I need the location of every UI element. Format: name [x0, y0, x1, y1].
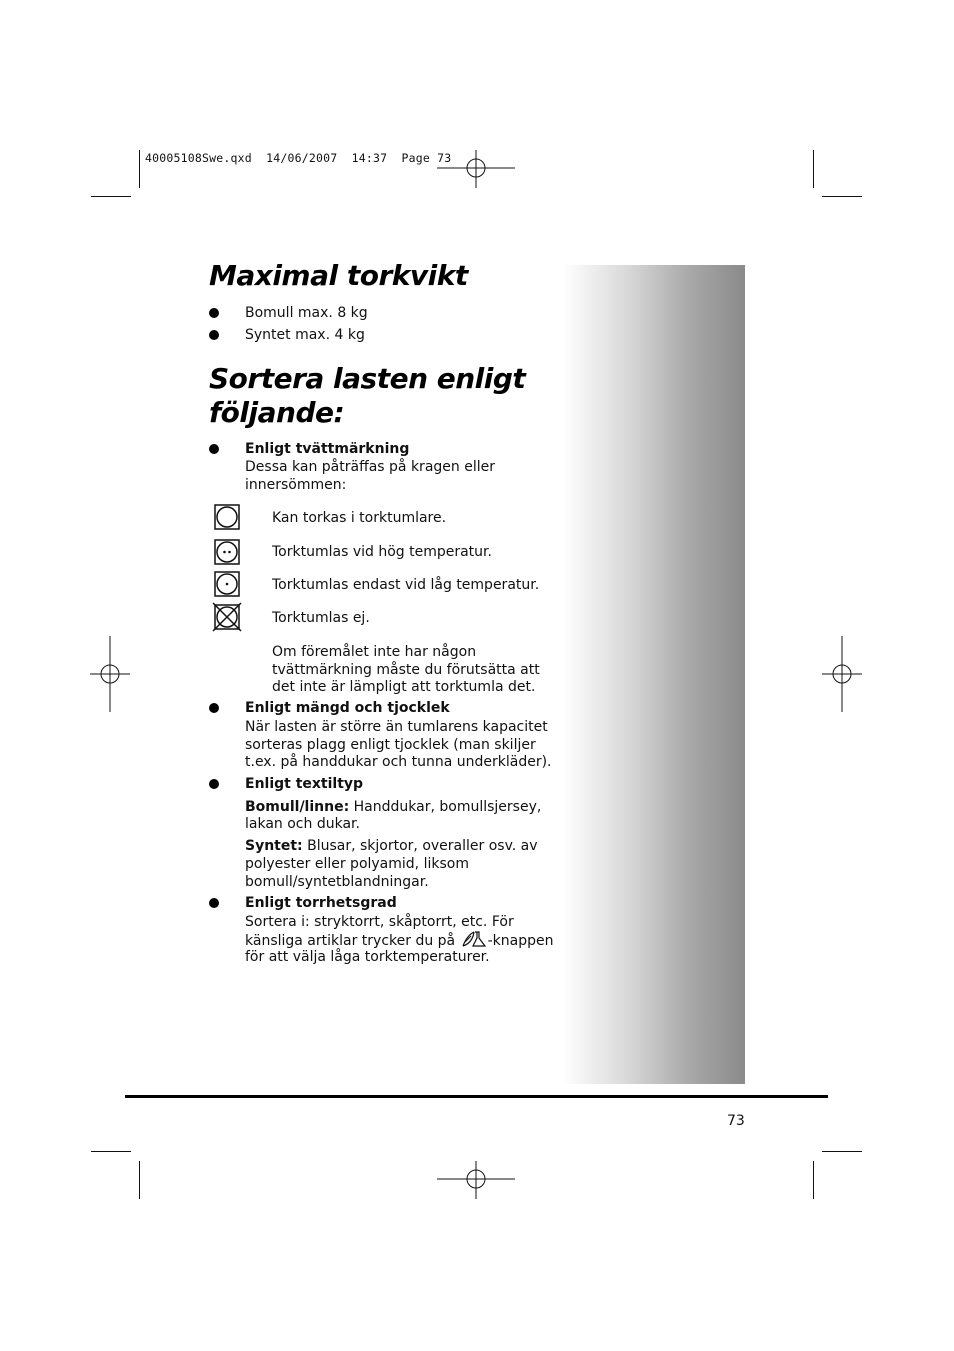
body-text	[245, 798, 541, 816]
bullet-icon	[209, 779, 219, 789]
body-text: tvättmärkning måste du förutsätta att	[272, 662, 540, 678]
body-text: det inte är lämpligt att torktumla det.	[272, 679, 536, 695]
registration-mark-icon	[437, 1161, 517, 1201]
inline-label: Syntet:	[245, 838, 303, 854]
body-text: polyester eller polyamid, liksom	[245, 856, 469, 872]
crop-mark	[139, 150, 140, 188]
crop-mark	[813, 150, 814, 188]
inline-text: -knappen	[487, 933, 554, 949]
crop-mark	[139, 1161, 140, 1199]
body-text: för att välja låga torktemperaturer.	[245, 949, 490, 965]
tumble-dry-icon	[214, 504, 240, 530]
inline-text: Blusar, skjortor, overaller osv. av	[302, 838, 538, 854]
body-text: lakan och dukar.	[245, 816, 360, 832]
body-text: bomull/syntetblandningar.	[245, 874, 429, 890]
tumble-dry-low-icon	[214, 571, 240, 597]
bullet-icon	[209, 703, 219, 713]
symbol-description: Torktumlas vid hög temperatur.	[272, 544, 492, 560]
list-item: Syntet max. 4 kg	[245, 327, 365, 343]
footer-rule	[125, 1095, 828, 1098]
bullet-icon	[209, 330, 219, 340]
bullet-icon	[209, 444, 219, 454]
section-title-max-weight: Maximal torkvikt	[209, 259, 468, 292]
body-text: innersömmen:	[245, 477, 347, 493]
subheading-thickness: Enligt mängd och tjocklek	[245, 700, 450, 716]
body-text: Sortera i: stryktorrt, skåptorrt, etc. För	[245, 914, 514, 930]
symbol-description: Kan torkas i torktumlare.	[272, 510, 447, 526]
section-title-line: Sortera lasten enligt	[209, 362, 526, 395]
no-tumble-dry-icon	[212, 602, 242, 632]
registration-mark-icon	[822, 636, 864, 714]
list-item: Bomull max. 8 kg	[245, 305, 368, 321]
side-gradient-band	[563, 265, 745, 1084]
tumble-dry-high-icon	[214, 539, 240, 565]
crop-mark	[822, 1151, 862, 1152]
body-text	[245, 930, 553, 950]
registration-mark-icon	[437, 150, 517, 190]
bullet-icon	[209, 308, 219, 318]
subheading-dryness: Enligt torrhetsgrad	[245, 895, 397, 911]
inline-text: Handdukar, bomullsjersey,	[349, 799, 542, 815]
subheading-textile: Enligt textiltyp	[245, 776, 364, 792]
page-number: 73	[727, 1113, 745, 1129]
print-slug: 40005108Swe.qxd 14/06/2007 14:37 Page 73	[145, 151, 452, 165]
symbol-description: Torktumlas endast vid låg temperatur.	[272, 577, 540, 593]
crop-mark	[822, 196, 862, 197]
delicate-button-icon	[460, 930, 488, 948]
registration-mark-icon	[90, 636, 132, 714]
crop-mark	[813, 1161, 814, 1199]
subheading-care-label: Enligt tvättmärkning	[245, 441, 410, 457]
section-title-sort	[209, 362, 525, 430]
body-text: Dessa kan påträffas på kragen eller	[245, 459, 495, 475]
body-text	[245, 837, 538, 855]
crop-mark	[91, 1151, 131, 1152]
section-title-line: följande:	[209, 396, 345, 429]
inline-text: känsliga artiklar trycker du på	[245, 933, 460, 949]
symbol-description: Torktumlas ej.	[272, 610, 370, 626]
crop-mark	[91, 196, 131, 197]
body-text: sorteras plagg enligt tjocklek (man skiljer	[245, 737, 536, 753]
body-text: När lasten är större än tumlarens kapacitet	[245, 719, 548, 735]
body-text: t.ex. på handdukar och tunna underkläder).	[245, 754, 552, 770]
inline-label: Bomull/linne:	[245, 799, 350, 815]
bullet-icon	[209, 898, 219, 908]
body-text: Om föremålet inte har någon	[272, 644, 477, 660]
